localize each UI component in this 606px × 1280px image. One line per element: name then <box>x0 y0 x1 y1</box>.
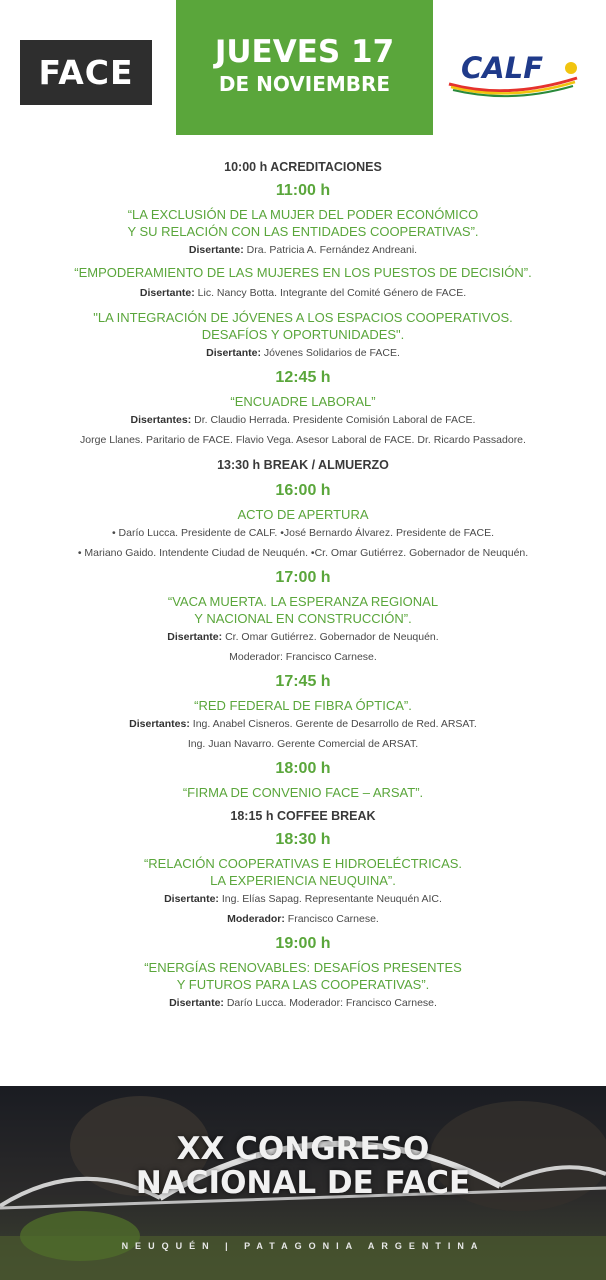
accreditation-line: 10:00 h ACREDITACIONES <box>224 160 382 174</box>
speaker-line: Disertante: Lic. Nancy Botta. Integrante del Comité Género de FACE. <box>139 287 467 299</box>
talk-title-line: ACTO DE APERTURA <box>237 507 369 522</box>
speaker-line: • Mariano Gaido. Intendente Ciudad de Neuquén. •Cr. Omar Gutiérrez. Gobernador de Neuquén. <box>77 547 529 559</box>
time-1245: 12:45 h <box>275 369 331 386</box>
face-logo <box>20 40 152 105</box>
talk-title-line: “RED FEDERAL DE FIBRA ÓPTICA”. <box>194 698 412 713</box>
talk-title-line: “ENCUADRE LABORAL” <box>230 394 376 409</box>
talk-title-line: "LA INTEGRACIÓN DE JÓVENES A LOS ESPACIOS COOPERATIVOS. <box>93 310 513 325</box>
talk-title-line: “ENERGÍAS RENOVABLES: DESAFÍOS PRESENTES <box>144 960 462 975</box>
calf-logo <box>447 48 582 98</box>
agenda <box>0 160 606 1013</box>
speaker-line: Disertante: Ing. Elías Sapag. Representante Neuquén AIC. <box>164 893 442 905</box>
talk-title-line: “LA EXCLUSIÓN DE LA MUJER DEL PODER ECONÓMICO <box>127 207 479 222</box>
talk-title-line: DESAFÍOS Y OPORTUNIDADES". <box>201 327 405 342</box>
time-1800: 18:00 h <box>275 760 331 777</box>
time-1830: 18:30 h <box>275 831 331 848</box>
location-subtitle: NEUQUÉN | PATAGONIA ARGENTINA <box>121 1241 485 1251</box>
talk-title-line: Y FUTUROS PARA LAS COOPERATIVAS”. <box>176 977 430 992</box>
talk-title-line: “VACA MUERTA. LA ESPERANZA REGIONAL <box>167 594 439 609</box>
time-1100: 11:00 h <box>275 182 331 199</box>
time-1700: 17:00 h <box>275 569 331 586</box>
time-1600: 16:00 h <box>275 482 331 499</box>
footer-banner <box>0 1086 606 1280</box>
speaker-line: Disertante: Cr. Omar Gutiérrez. Gobernador de Neuquén. <box>167 631 439 643</box>
speaker-line: Disertante: Darío Lucca. Moderador: Francisco Carnese. <box>169 997 437 1009</box>
face-logo-text: FACE <box>38 53 134 92</box>
congress-title-line-2: NACIONAL DE FACE <box>135 1165 471 1201</box>
date-line-2: DE NOVIEMBRE <box>218 72 391 96</box>
speaker-line: Moderador: Francisco Carnese. <box>229 651 377 663</box>
calf-logo-text: CALF <box>461 51 544 85</box>
header <box>0 0 606 135</box>
date-box <box>176 0 433 135</box>
congress-title-line-1: XX CONGRESO <box>176 1131 430 1167</box>
coffee-break-line: 18:15 h COFFEE BREAK <box>230 809 376 823</box>
talk-title-line: Y NACIONAL EN CONSTRUCCIÓN”. <box>194 611 412 626</box>
talk-title-line: Y SU RELACIÓN CON LAS ENTIDADES COOPERATIVAS”. <box>127 224 479 239</box>
speaker-line: Disertantes: Dr. Claudio Herrada. Presidente Comisión Laboral de FACE. <box>130 414 476 426</box>
talk-title-line: LA EXPERIENCIA NEUQUINA”. <box>210 873 396 888</box>
speaker-line: Ing. Juan Navarro. Gerente Comercial de ARSAT. <box>187 738 419 750</box>
talk-title-line: “RELACIÓN COOPERATIVAS E HIDROELÉCTRICAS. <box>143 856 463 871</box>
time-1745: 17:45 h <box>275 673 331 690</box>
time-1900: 19:00 h <box>275 935 331 952</box>
talk-title-line: “EMPODERAMIENTO DE LAS MUJERES EN LOS PUESTOS DE DECISIÓN”. <box>74 265 532 280</box>
speaker-line: Jorge Llanes. Paritario de FACE. Flavio Vega. Asesor Laboral de FACE. Dr. Ricardo Passadore. <box>80 434 526 446</box>
speaker-line: Moderador: Francisco Carnese. <box>227 913 379 925</box>
break-line: 13:30 h BREAK / ALMUERZO <box>217 458 389 472</box>
date-line-1: JUEVES 17 <box>214 34 395 70</box>
speaker-line: Disertante: Jóvenes Solidarios de FACE. <box>206 347 400 359</box>
talk-title-line: “FIRMA DE CONVENIO FACE – ARSAT”. <box>182 785 424 800</box>
speaker-line: Disertantes: Ing. Anabel Cisneros. Gerente de Desarrollo de Red. ARSAT. <box>129 718 477 730</box>
speaker-line: Disertante: Dra. Patricia A. Fernández Andreani. <box>188 244 418 256</box>
speaker-line: • Darío Lucca. Presidente de CALF. •José Bernardo Álvarez. Presidente de FACE. <box>111 527 495 539</box>
